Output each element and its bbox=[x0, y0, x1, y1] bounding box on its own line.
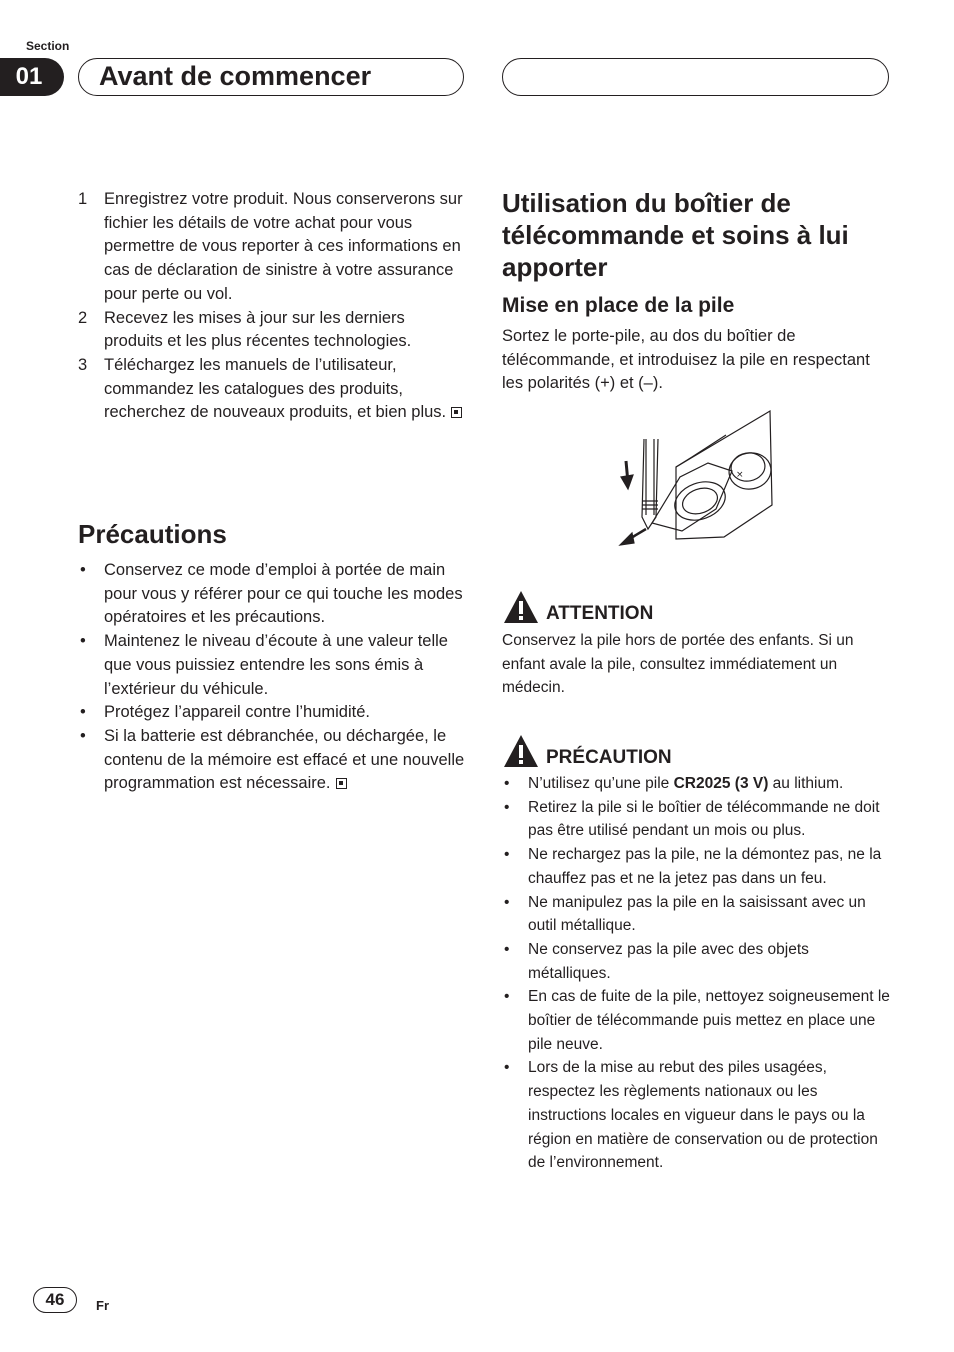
precautions-heading: Précautions bbox=[78, 519, 227, 549]
list-item: • N’utilisez qu’une pile CR2025 (3 V) au lithium. bbox=[504, 775, 844, 792]
list-item-text: Recevez les mises à jour sur les derniers produits et les plus récentes technologies. bbox=[104, 308, 412, 351]
attention-text: Conservez la pile hors de portée des enfants. Si un enfant avale la pile, consultez immédiatement un médecin. bbox=[502, 632, 854, 697]
list-item: • Lors de la mise au rebut des piles usagées, respectez les règlements nationaux ou les instructions locales en vigueur dans le pays ou la région en matière de conservation ou de protection de l’environnement. bbox=[504, 1059, 878, 1172]
list-item: • Conservez ce mode d’emploi à portée de main pour vous y référer pour ce qui touche les modes opératoires et les précautions. bbox=[80, 561, 463, 627]
section-number: 01 bbox=[0, 58, 64, 96]
header-empty-box bbox=[502, 58, 889, 96]
battery-model: CR2025 (3 V) bbox=[673, 775, 769, 792]
warning-triangle-icon bbox=[502, 733, 540, 769]
precautions-block bbox=[78, 559, 466, 796]
list-item: • Maintenez le niveau d’écoute à une valeur telle que vous puissiez entendre les sons émis à l’extérieur du véhicule. bbox=[80, 632, 448, 698]
precaution-list bbox=[502, 772, 890, 1175]
battery-intro: Sortez le porte-pile, au dos du boîtier de télécommande, et introduisez la pile en respectant les polarités (+) et (–). bbox=[502, 327, 870, 393]
precaution-block bbox=[502, 772, 890, 1175]
warning-triangle-icon bbox=[502, 589, 540, 625]
list-item: 1 Enregistrez votre produit. Nous conserverons sur fichier les détails de votre achat pour vous permettre de vous reporter à ces informations en cas de déclaration de sinistre à votre assurance pour perte ou vol. bbox=[78, 190, 463, 303]
numbered-list bbox=[78, 188, 466, 425]
precautions-list bbox=[78, 559, 466, 796]
list-item: • En cas de fuite de la pile, nettoyez soigneusement le boîtier de télécommande puis mettez en place une pile neuve. bbox=[504, 988, 890, 1053]
list-item: • Ne conservez pas la pile avec des objets métalliques. bbox=[504, 940, 809, 982]
registration-list-block bbox=[78, 188, 466, 425]
end-of-section-icon bbox=[451, 407, 462, 418]
section-label: Section bbox=[26, 39, 70, 53]
end-of-section-icon bbox=[336, 778, 347, 789]
list-item: 2 Recevez les mises à jour sur les derniers produits et les plus récentes technologies. bbox=[78, 308, 412, 351]
attention-heading: ATTENTION bbox=[502, 589, 653, 625]
battery-insertion-illustration bbox=[612, 405, 778, 553]
list-item: • Protégez l’appareil contre l’humidité. bbox=[80, 703, 370, 722]
precaution-heading: PRÉCAUTION bbox=[502, 733, 672, 769]
battery-subheading: Mise en place de la pile bbox=[502, 294, 735, 317]
list-item: • Ne manipulez pas la pile en la saisissant avec un outil métallique. bbox=[504, 893, 866, 935]
svg-text:×: × bbox=[736, 470, 744, 480]
list-item-text: Enregistrez votre produit. Nous conserverons sur fichier les détails de votre achat pour vous permettre de vous reporter à ces informations en cas de déclaration de sinistre à votre assurance pour perte ou vol. bbox=[104, 190, 463, 303]
list-item-text: Téléchargez les manuels de l’utilisateur, commandez les catalogues des produits, recherchez de nouveaux produits, et bien plus. bbox=[104, 355, 447, 422]
remote-heading: Utilisation du boîtier de télécommande et soins à lui apporter bbox=[502, 188, 849, 282]
page-number: 46 bbox=[33, 1287, 77, 1313]
list-item: • Ne rechargez pas la pile, ne la démontez pas, ne la chauffez pas et ne la jetez pas dans un feu. bbox=[504, 846, 882, 887]
list-item: • Retirez la pile si le boîtier de télécommande ne doit pas être utilisé pendant un mois ou plus. bbox=[504, 798, 880, 840]
list-item: 3 Téléchargez les manuels de l’utilisateur, commandez les catalogues des produits, recherchez de nouveaux produits, et bien plus. bbox=[78, 354, 466, 425]
language-code: Fr bbox=[96, 1298, 109, 1313]
section-title: Avant de commencer bbox=[78, 58, 464, 96]
list-item: • Si la batterie est débranchée, ou déchargée, le contenu de la mémoire est effacé et une nouvelle programmation est nécessaire. bbox=[80, 726, 465, 793]
